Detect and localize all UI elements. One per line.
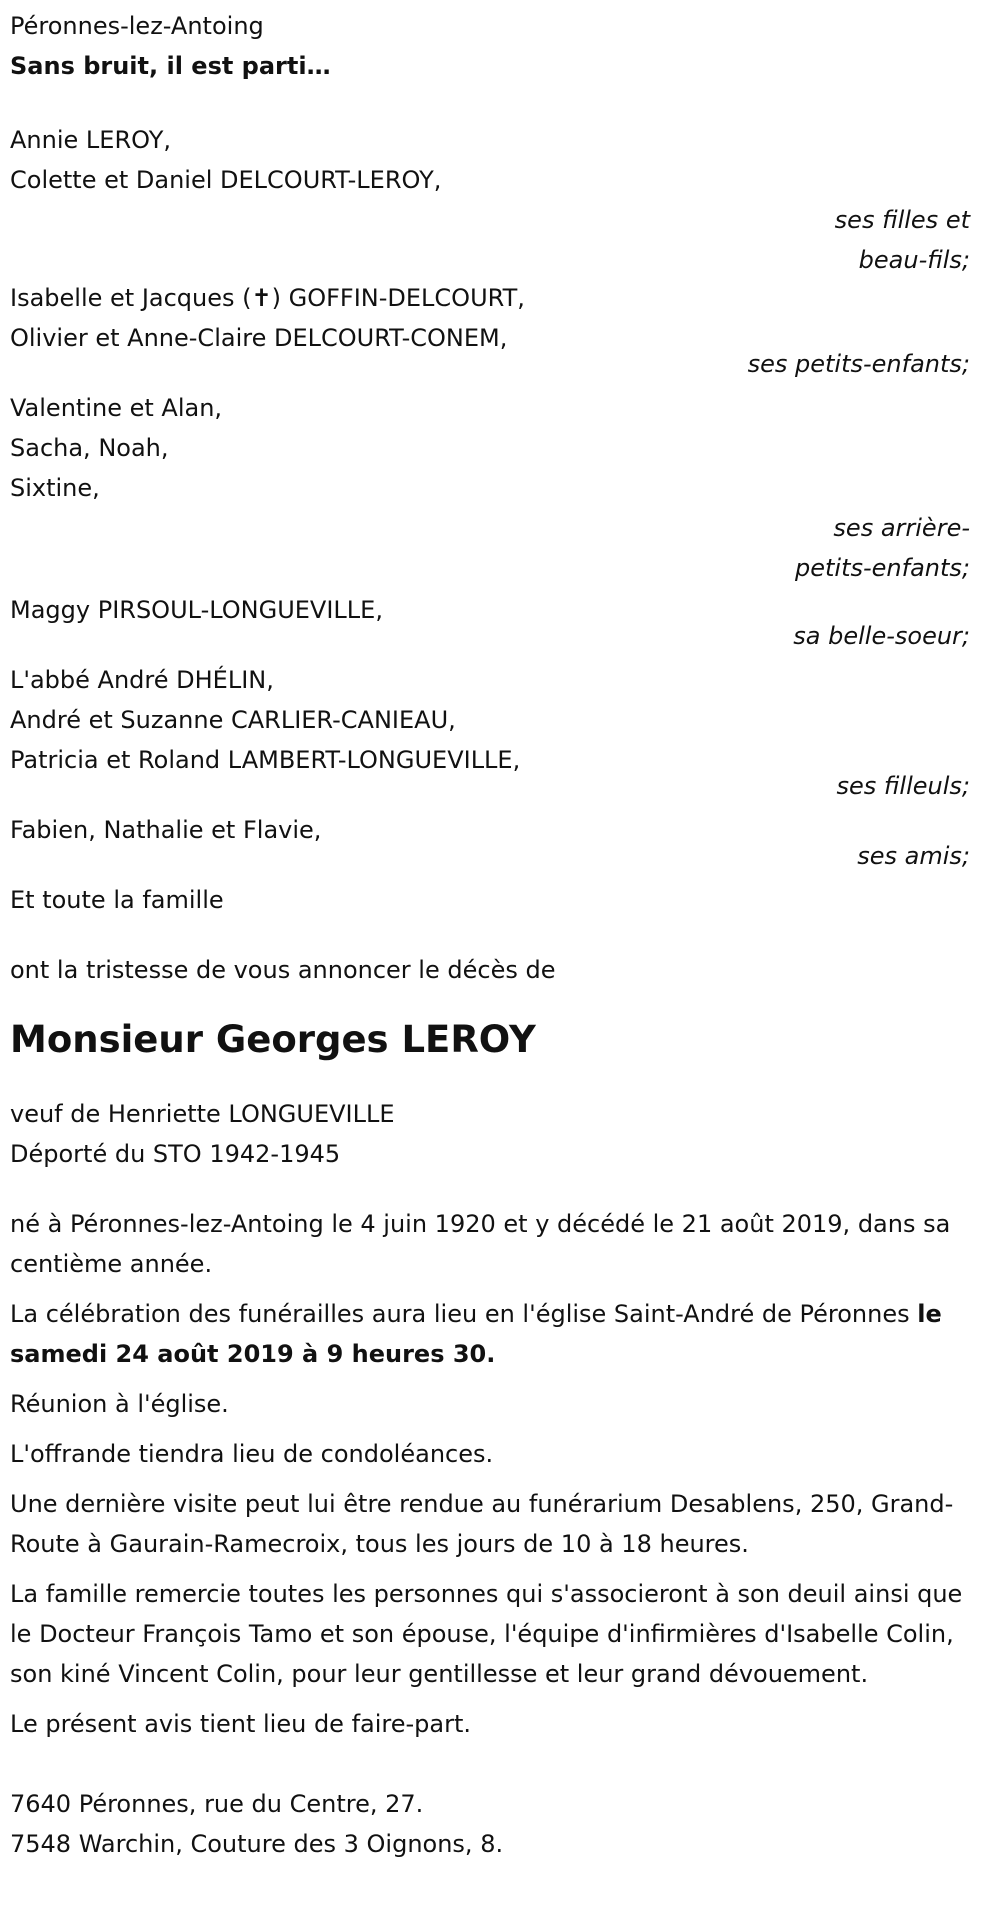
- address-line: 7548 Warchin, Couture des 3 Oignons, 8.: [10, 1830, 504, 1858]
- deceased-name: Monsieur Georges LEROY: [10, 1018, 536, 1061]
- family-group-godchildren: [10, 660, 970, 806]
- funeral-text: La célébration des funérailles aura lieu en l'église Saint-André de Péronnes: [10, 1300, 918, 1328]
- relation-label: ses filleuls;: [836, 772, 970, 800]
- visit-paragraph: Une dernière visite peut lui être rendue au funérarium Desablens, 250, Grand-Route à Gaurain-Ramecroix, tous les jours de 10 à 18 heures.: [10, 1490, 954, 1558]
- family-member-name: Sixtine,: [10, 474, 100, 502]
- family-group-friends: [10, 810, 970, 876]
- relation-label: ses petits-enfants;: [747, 350, 970, 378]
- announcement: ont la tristesse de vous annoncer le décès de: [10, 956, 556, 984]
- family-closing: Et toute la famille: [10, 886, 224, 914]
- deportation-line: Déporté du STO 1942-1945: [10, 1140, 341, 1168]
- family-group-great-grandchildren: [10, 388, 970, 588]
- relation-label: ses filles et beau-fils;: [834, 206, 970, 274]
- notice-paragraph: Le présent avis tient lieu de faire-part.: [10, 1710, 472, 1738]
- family-member-name: Colette et Daniel DELCOURT-LEROY,: [10, 166, 442, 194]
- family-member-name: Valentine et Alan,: [10, 394, 223, 422]
- place-name: Péronnes-lez-Antoing: [10, 12, 264, 40]
- family-member-name: L'abbé André DHÉLIN,: [10, 666, 274, 694]
- widower-line: veuf de Henriette LONGUEVILLE: [10, 1100, 395, 1128]
- family-group-daughters: [10, 120, 970, 280]
- relation-label: ses arrière-petits-enfants;: [795, 514, 970, 582]
- family-member-name: Olivier et Anne-Claire DELCOURT-CONEM,: [10, 324, 508, 352]
- family-member-name: Annie LEROY,: [10, 126, 171, 154]
- funeral-date: le samedi 24 août 2019 à 9 heures 30.: [10, 1300, 942, 1368]
- offering-paragraph: L'offrande tiendra lieu de condoléances.: [10, 1440, 494, 1468]
- family-member-name: Fabien, Nathalie et Flavie,: [10, 816, 322, 844]
- family-member-name: Isabelle et Jacques (✝) GOFFIN-DELCOURT,: [10, 284, 525, 312]
- funeral-paragraph: [10, 1294, 970, 1374]
- family-member-name: Patricia et Roland LAMBERT-LONGUEVILLE,: [10, 746, 521, 774]
- addresses: [10, 1784, 970, 1864]
- thanks-paragraph: La famille remercie toutes les personnes qui s'associeront à son deuil ainsi que le Docteur François Tamo et son épouse, l'équipe d'infirmières d'Isabelle Colin, son kiné Vincent Colin, pour leur gentillesse et leur grand dévouement.: [10, 1580, 963, 1688]
- address-line: 7640 Péronnes, rue du Centre, 27.: [10, 1790, 424, 1818]
- family-group-grandchildren: [10, 278, 970, 384]
- family-member-name: Maggy PIRSOUL-LONGUEVILLE,: [10, 596, 383, 624]
- family-group-sister-in-law: [10, 590, 970, 656]
- family-member-name: Sacha, Noah,: [10, 434, 169, 462]
- birth-death-paragraph: né à Péronnes-lez-Antoing le 4 juin 1920 et y décédé le 21 août 2019, dans sa centième année.: [10, 1210, 951, 1278]
- meeting-paragraph: Réunion à l'église.: [10, 1390, 229, 1418]
- intro-line: Sans bruit, il est parti…: [10, 52, 331, 80]
- relation-label: sa belle-soeur;: [793, 622, 970, 650]
- relation-label: ses amis;: [857, 842, 970, 870]
- family-member-name: André et Suzanne CARLIER-CANIEAU,: [10, 706, 456, 734]
